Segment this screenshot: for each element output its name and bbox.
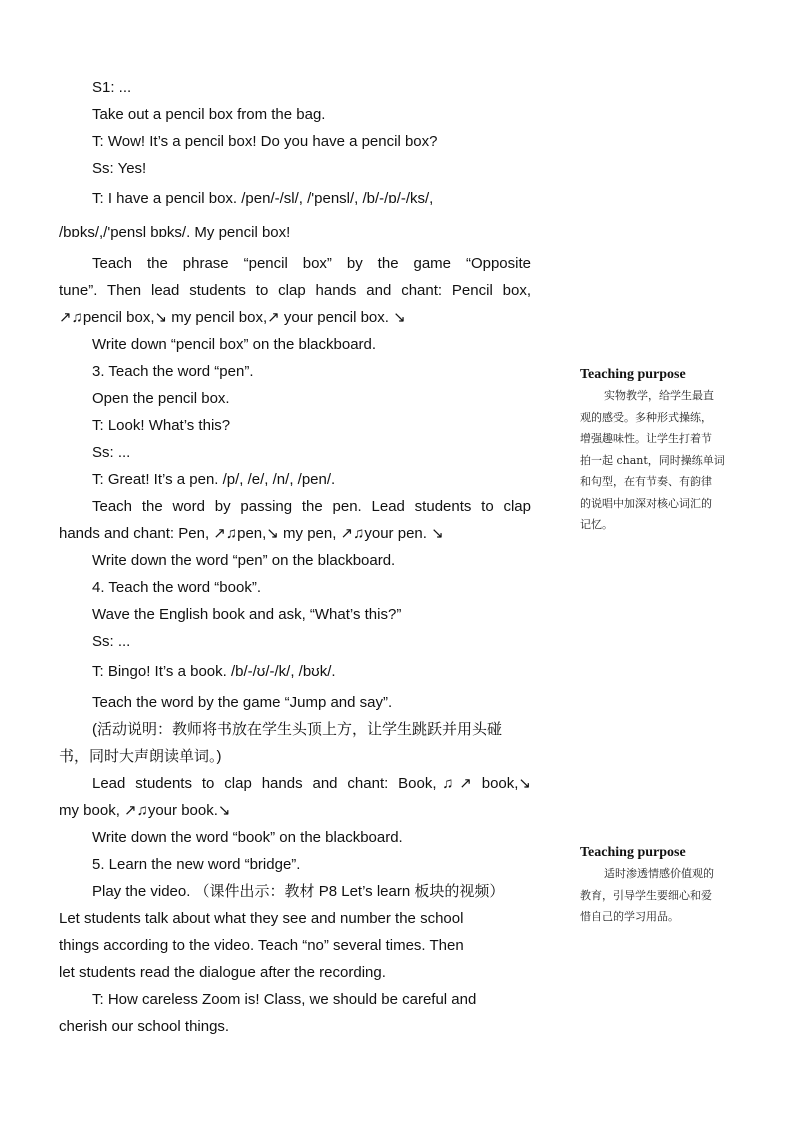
text-line: Teach the word by the game “Jump and say”.	[92, 694, 393, 711]
note-line: 的说唱中加深对核心词汇的	[580, 496, 712, 510]
text-line: Lead students to clap hands and chant: Book,♫↗ book,↘	[92, 775, 531, 792]
text-line: T: I have a pencil box. /pen/-/sl/, /'pensl/, /b/-/ɒ/-/ks/,	[92, 190, 434, 207]
section-heading: 3. Teach the word “pen”.	[92, 363, 254, 380]
text-line: T: How careless Zoom is! Class, we should be careful and	[92, 991, 477, 1008]
note-line: 教育，引导学生要细心和爱	[580, 888, 712, 902]
text-line: T: Wow! It’s a pencil box! Do you have a pencil box?	[92, 133, 438, 150]
text-line: Write down the word “book” on the blackboard.	[92, 829, 403, 846]
text-line: things according to the video. Teach “no” several times. Then	[59, 937, 464, 954]
teaching-purpose-note	[580, 843, 752, 928]
section-heading: 4. Teach the word “book”.	[92, 579, 261, 596]
text-line: S1: ...	[92, 79, 132, 96]
note-heading: Teaching purpose	[580, 367, 686, 382]
note-line: 增强趣味性。让学生打着节	[580, 432, 712, 445]
text-line: hands and chant: Pen, ↗♫pen,↘ my pen, ↗♫your pen. ↘	[59, 525, 444, 542]
note-line: 观的感受。多种形式操练，	[580, 410, 712, 424]
text-line: tune”. Then lead students to clap hands and chant: Pencil box,	[59, 282, 531, 299]
text-line: (活动说明：教师将书放在学生头顶上方，让学生跳跃并用头碰	[92, 721, 502, 738]
text-line: Play the video. （课件出示：教材 P8 Let’s learn 板块的视频）	[92, 883, 505, 900]
text-line: Write down “pencil box” on the blackboard.	[92, 336, 377, 353]
text-line: Write down the word “pen” on the blackboard.	[92, 552, 396, 569]
text-line: my book, ↗♫your book.↘	[59, 802, 231, 819]
text-line: Ss: ...	[92, 444, 131, 461]
text-line: Let students talk about what they see and number the school	[59, 910, 464, 927]
text-line: Teach the word by passing the pen. Lead students to clap	[92, 498, 531, 515]
text-line: 书，同时大声朗读单词。)	[59, 748, 222, 765]
note-line: 拍一起 chant，同时操练单词	[580, 453, 725, 467]
note-line: 记忆。	[580, 518, 613, 531]
section-heading: 5. Learn the new word “bridge”.	[92, 856, 301, 873]
note-line: 适时渗透情感价值观的	[604, 867, 714, 880]
text-line: Open the pencil box.	[92, 390, 230, 407]
text-line: T: Bingo! It’s a book. /b/-/ʊ/-/k/, /bʊk/.	[92, 663, 336, 680]
text-line: Take out a pencil box from the bag.	[92, 106, 326, 123]
lesson-body	[59, 74, 531, 1040]
note-heading: Teaching purpose	[580, 845, 686, 860]
text-line: /bɒks/,/'pensl bɒks/. My pencil box!	[59, 224, 291, 241]
note-line: 和句型，在有节奏、有韵律	[580, 475, 712, 488]
text-line: cherish our school things.	[59, 1018, 230, 1035]
teaching-purpose-note	[580, 365, 752, 536]
note-line: 惜自己的学习用品。	[580, 910, 679, 923]
note-line: 实物教学，给学生最直	[604, 389, 714, 402]
text-line: T: Look! What’s this?	[92, 417, 231, 434]
text-line: Teach the phrase “pencil box” by the game “Opposite	[92, 255, 531, 272]
text-line: ↗♫pencil box,↘ my pencil box,↗ your pencil box. ↘	[59, 309, 406, 326]
text-line: let students read the dialogue after the recording.	[59, 964, 386, 981]
text-line: T: Great! It’s a pen. /p/, /e/, /n/, /pen/.	[92, 471, 336, 488]
text-line: Ss: Yes!	[92, 160, 147, 177]
text-line: Ss: ...	[92, 633, 131, 650]
text-line: Wave the English book and ask, “What’s this?”	[92, 606, 402, 623]
